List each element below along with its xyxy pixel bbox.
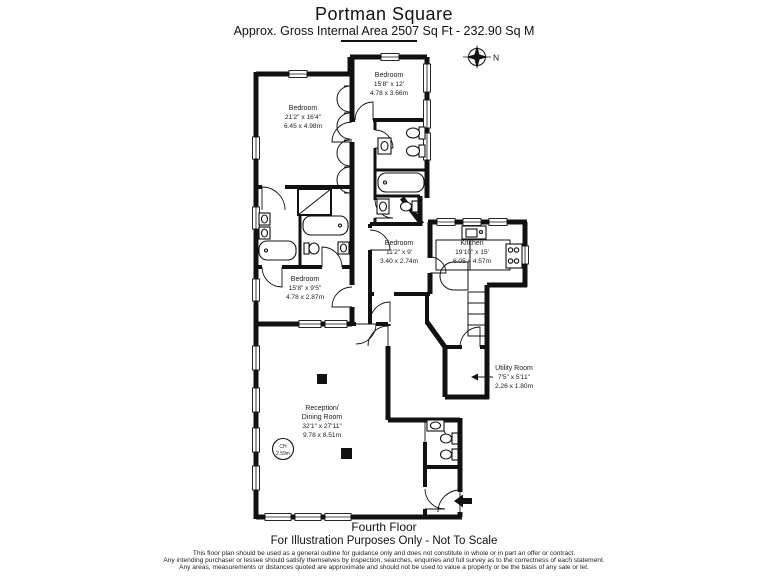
toilet-icon bbox=[401, 201, 419, 212]
svg-text:6.05 x 4.57m: 6.05 x 4.57m bbox=[452, 258, 492, 265]
north-label: N bbox=[493, 52, 500, 63]
disclaimer: For Illustration Purposes Only - Not To Scale bbox=[270, 535, 498, 547]
window bbox=[253, 428, 260, 452]
svg-text:4.78 x 2.87m: 4.78 x 2.87m bbox=[285, 294, 325, 301]
bedroom-1-label bbox=[284, 105, 323, 130]
stove-icon bbox=[506, 244, 522, 268]
fine-print bbox=[0, 550, 768, 572]
svg-text:Bedroom: Bedroom bbox=[290, 276, 320, 283]
window bbox=[437, 219, 455, 226]
svg-text:Kitchen: Kitchen bbox=[460, 240, 484, 247]
column bbox=[317, 374, 327, 384]
toilet-icon bbox=[441, 433, 459, 444]
window bbox=[325, 321, 347, 328]
toilet-icon bbox=[407, 127, 426, 139]
svg-text:11'2" x 9': 11'2" x 9' bbox=[386, 249, 412, 256]
window bbox=[489, 219, 507, 226]
bathtub-icon bbox=[378, 173, 424, 192]
svg-text:2.59m: 2.59m bbox=[276, 451, 290, 457]
svg-text:32'1" x 27'11": 32'1" x 27'11" bbox=[302, 423, 342, 430]
sink-icon bbox=[378, 138, 391, 154]
svg-text:3.40 x 2.74m: 3.40 x 2.74m bbox=[379, 258, 419, 265]
svg-text:CH: CH bbox=[279, 444, 287, 450]
svg-text:4.78 x 3.66m: 4.78 x 3.66m bbox=[369, 90, 409, 97]
window bbox=[253, 279, 260, 301]
window bbox=[424, 64, 431, 92]
svg-text:15'8" x 12': 15'8" x 12' bbox=[373, 81, 405, 88]
door-arc bbox=[262, 187, 285, 210]
window bbox=[253, 388, 260, 412]
svg-text:Reception/: Reception/ bbox=[305, 405, 339, 412]
svg-text:Bedroom: Bedroom bbox=[384, 240, 414, 247]
door-arc bbox=[356, 324, 376, 344]
compass-icon bbox=[463, 45, 499, 69]
sink-icon bbox=[259, 227, 270, 239]
toilet-icon bbox=[407, 145, 426, 157]
window bbox=[299, 321, 321, 328]
bedroom-2-label bbox=[370, 72, 409, 97]
page-title: Portman Square bbox=[314, 4, 454, 24]
door-arc bbox=[430, 257, 446, 273]
reception-label bbox=[302, 405, 343, 439]
shower-icon bbox=[298, 189, 331, 215]
window bbox=[253, 137, 260, 159]
window bbox=[289, 71, 307, 78]
sink-icon bbox=[338, 242, 349, 254]
sink-icon bbox=[377, 199, 389, 214]
floor-label: Fourth Floor bbox=[351, 520, 417, 534]
toilet-icon bbox=[304, 243, 319, 254]
bedroom-3-label bbox=[286, 276, 325, 301]
door-arc bbox=[460, 327, 480, 347]
toilet-icon bbox=[441, 449, 459, 460]
svg-text:6.45 x 4.98m: 6.45 x 4.98m bbox=[283, 123, 323, 130]
svg-text:2.26 x 1.80m: 2.26 x 1.80m bbox=[494, 383, 534, 390]
fine-print-line: Any intending purchaser or lessee should satisfy themselves by inspection, searches, enquiries and full survey as to the correctness of each statement. bbox=[163, 557, 605, 565]
window bbox=[424, 100, 431, 128]
door-arc bbox=[355, 102, 373, 120]
svg-text:7'5" x 5'11": 7'5" x 5'11" bbox=[497, 374, 531, 381]
entrance-arrow-icon bbox=[454, 495, 472, 508]
sink-icon bbox=[427, 420, 444, 431]
svg-text:19'10" x 15': 19'10" x 15' bbox=[455, 249, 489, 256]
utility-room-label bbox=[495, 365, 534, 390]
svg-text:Dining Room: Dining Room bbox=[301, 414, 343, 421]
window bbox=[381, 54, 399, 61]
sink-icon bbox=[259, 213, 270, 225]
bedroom-4-label bbox=[380, 240, 419, 265]
utility-arrow-icon bbox=[471, 374, 493, 381]
door-arc bbox=[370, 302, 390, 322]
bathtub-icon bbox=[303, 216, 348, 235]
fine-print-line: Any areas, measurements or distances quoted are approximate and should not be used to value a property or be the basis of any sale or let. bbox=[179, 564, 589, 572]
window bbox=[253, 346, 260, 370]
svg-text:9.78 x 8.51m: 9.78 x 8.51m bbox=[302, 432, 342, 439]
svg-text:15'8" x 9'5": 15'8" x 9'5" bbox=[288, 285, 322, 292]
svg-text:Bedroom: Bedroom bbox=[374, 72, 404, 79]
door-arc bbox=[262, 267, 282, 287]
bathtub-icon bbox=[259, 241, 296, 260]
door-arc bbox=[368, 326, 388, 346]
svg-text:Utility Room: Utility Room bbox=[495, 365, 533, 372]
column bbox=[341, 448, 352, 459]
kitchen-sink-icon bbox=[462, 226, 486, 239]
fine-print-line: This floor plan should be used as a general outline for guidance only and does not constitute in whole or in part an offer or contract. bbox=[192, 550, 576, 557]
window bbox=[253, 466, 260, 490]
ceiling-height-badge bbox=[273, 439, 294, 460]
kitchen-label bbox=[453, 240, 492, 265]
page-subtitle: Approx. Gross Internal Area 2507 Sq Ft - 232.90 Sq M bbox=[233, 24, 535, 38]
svg-text:Bedroom: Bedroom bbox=[288, 105, 318, 112]
window bbox=[463, 219, 481, 226]
door-arc bbox=[332, 287, 352, 307]
svg-text:21'2" x 16'4": 21'2" x 16'4" bbox=[284, 114, 322, 121]
